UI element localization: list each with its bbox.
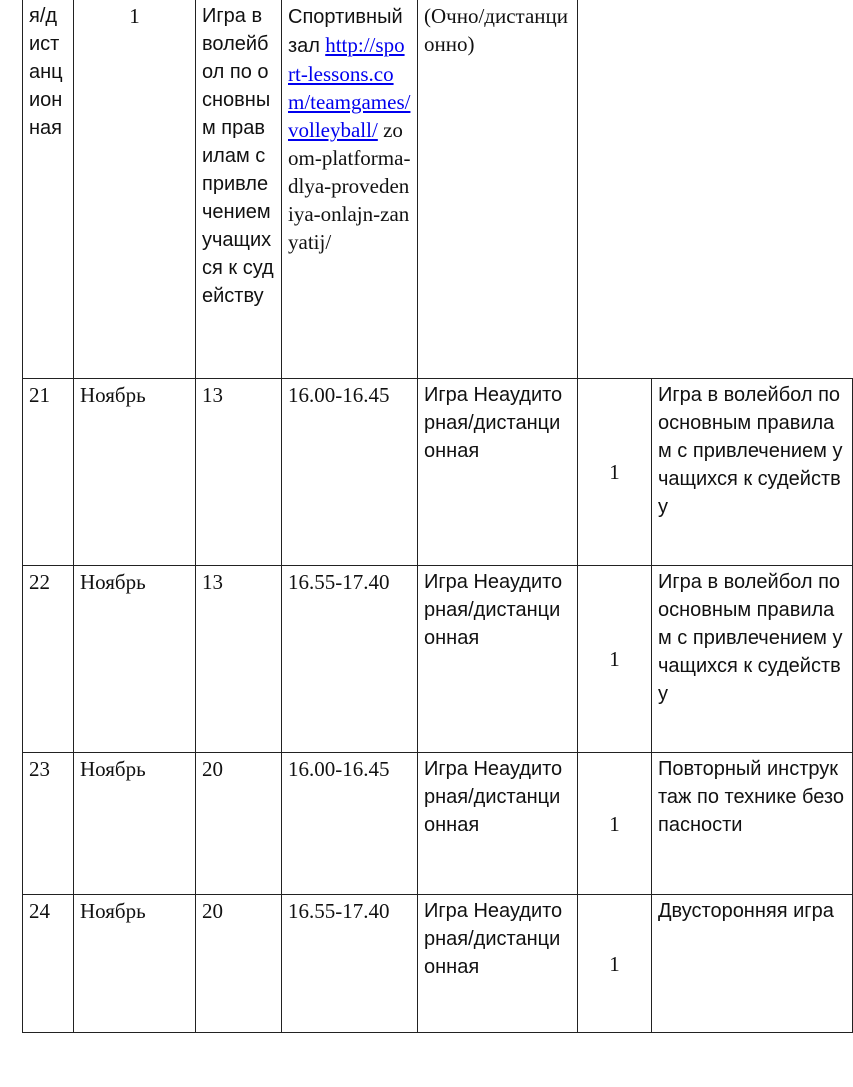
schedule-table	[22, 0, 853, 1033]
row-month: Ноябрь	[74, 566, 196, 753]
row-month: Ноябрь	[74, 753, 196, 895]
row-month: Ноябрь	[74, 379, 196, 566]
row-number: 22	[23, 566, 74, 753]
row-number: 21	[23, 379, 74, 566]
venue-zoom-text: zoom-platforma-dlya-provedeniya-onlajn-zanyatij/	[288, 118, 411, 254]
mode-cell: (Очно/дистанционно)	[418, 0, 578, 379]
row-day: 20	[196, 753, 282, 895]
row-topic: Повторный инструктаж по технике безопасности	[652, 753, 853, 895]
form-cell: я/дистанционная	[23, 0, 74, 379]
row-topic: Двусторонняя игра	[652, 895, 853, 1033]
row-time: 16.55-17.40	[282, 895, 418, 1033]
row-hours: 1	[578, 753, 652, 895]
topic-cell: Игра в волейбол по основным правилам с привлечением учащихся к судейству	[196, 0, 282, 379]
row-time: 16.55-17.40	[282, 566, 418, 753]
table-row	[23, 566, 853, 753]
row-hours: 1	[578, 379, 652, 566]
hours-cell: 1	[74, 0, 196, 379]
table-row	[23, 0, 853, 379]
row-day: 13	[196, 566, 282, 753]
venue-link[interactable]: http://sport-lessons.com/teamgames/volleyball/	[288, 33, 411, 142]
empty-cell	[578, 0, 853, 379]
row-day: 20	[196, 895, 282, 1033]
table-row	[23, 753, 853, 895]
venue-cell	[282, 0, 418, 379]
row-day: 13	[196, 379, 282, 566]
row-form: Игра Неаудиторная/дистанционная	[418, 753, 578, 895]
table-row	[23, 895, 853, 1033]
row-form: Игра Неаудиторная/дистанционная	[418, 566, 578, 753]
row-time: 16.00-16.45	[282, 753, 418, 895]
row-hours: 1	[578, 895, 652, 1033]
row-form: Игра Неаудиторная/дистанционная	[418, 895, 578, 1033]
row-number: 24	[23, 895, 74, 1033]
row-topic: Игра в волейбол по основным правилам с привлечением учащихся к судейству	[652, 379, 853, 566]
venue-label: Спортивный зал	[288, 6, 403, 57]
row-month: Ноябрь	[74, 895, 196, 1033]
row-form: Игра Неаудиторная/дистанционная	[418, 379, 578, 566]
row-topic: Игра в волейбол по основным правилам с привлечением учащихся к судейству	[652, 566, 853, 753]
row-time: 16.00-16.45	[282, 379, 418, 566]
row-hours: 1	[578, 566, 652, 753]
table-row	[23, 379, 853, 566]
row-number: 23	[23, 753, 74, 895]
